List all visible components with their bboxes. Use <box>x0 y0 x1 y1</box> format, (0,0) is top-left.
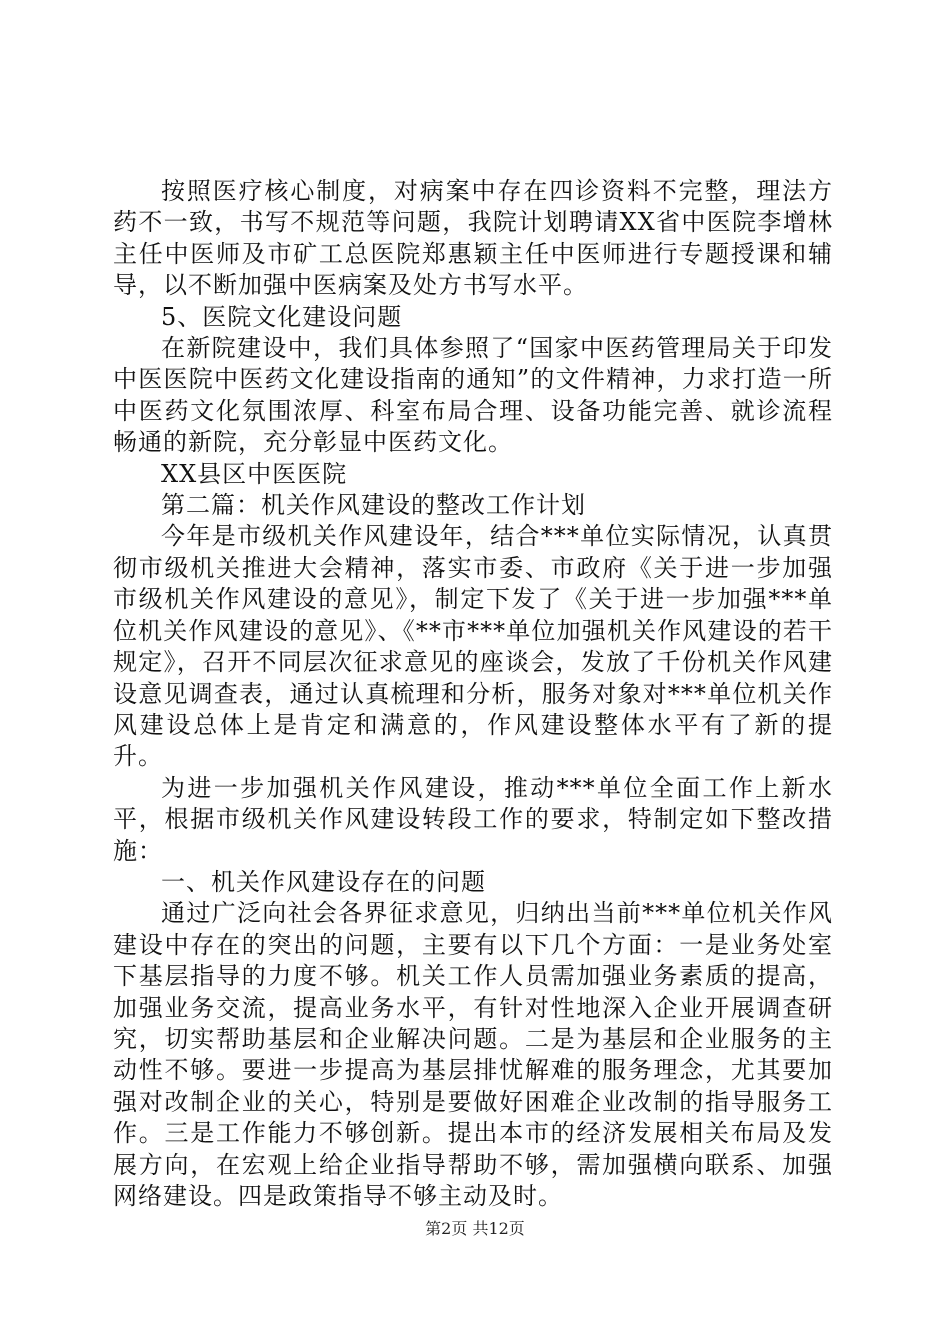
document-body <box>113 176 833 1212</box>
signature-hospital-name: XX县区中医医院 <box>161 459 348 488</box>
paragraph-work-style-year: 今年是市级机关作风建设年，结合***单位实际情况，认真贯彻市级机关推进大会精神，落实市委、市政府《关于进一步加强市级机关作风建设的意见》，制定下发了《关于进一步加强***单位机关作风建设的意见》、《**市***单位加强机关作风建设的若干规定》，召开不同层次征求意见的座谈会，发放了千份机关作风建设意见调查表，通过认真梳理和分析，服务对象对***单位机关作风建设总体上是肯定和满意的，作风建设整体水平有了新的提升。 <box>113 522 833 771</box>
paragraph-case-records: 按照医疗核心制度，对病案中存在四诊资料不完整，理法方药不一致，书写不规范等问题，我院计划聘请XX省中医院李增林主任中医师及市矿工总医院郑惠颖主任中医师进行专题授课和辅导，以不断加强中医病案及处方书写水平。 <box>113 177 833 300</box>
page-number-footer: 第2页 共12页 <box>425 1219 525 1238</box>
paragraph-problems-detail: 通过广泛向社会各界征求意见，归纳出当前***单位机关作风建设中存在的突出的问题，主要有以下几个方面：一是业务处室下基层指导的力度不够。机关工作人员需加强业务素质的提高，加强业务交流，提高业务水平，有针对性地深入企业开展调查研究，切实帮助基层和企业解决问题。二是为基层和企业服务的主动性不够。要进一步提高为基层排忧解难的服务理念，尤其要加强对改制企业的关心，特别是要做好困难企业改制的指导服务工作。三是工作能力不够创新。提出本市的经济发展相关布局及发展方向，在宏观上给企业指导帮助不够，需加强横向联系、加强网络建设。四是政策指导不够主动及时。 <box>113 899 833 1210</box>
paragraph-new-hospital: 在新院建设中，我们具体参照了“国家中医药管理局关于印发中医医院中医药文化建设指南的通知”的文件精神，力求打造一所中医药文化氛围浓厚、科室布局合理、设备功能完善、就诊流程畅通的新院，充分彰显中医药文化。 <box>113 334 833 457</box>
paragraph-rectification-measures: 为进一步加强机关作风建设，推动***单位全面工作上新水平，根据市级机关作风建设转段工作的要求，特制定如下整改措施： <box>113 773 833 865</box>
heading-hospital-culture: 5、医院文化建设问题 <box>161 302 403 331</box>
heading-existing-problems: 一、机关作风建设存在的问题 <box>161 867 486 896</box>
chapter-title: 第二篇：机关作风建设的整改工作计划 <box>161 491 586 520</box>
